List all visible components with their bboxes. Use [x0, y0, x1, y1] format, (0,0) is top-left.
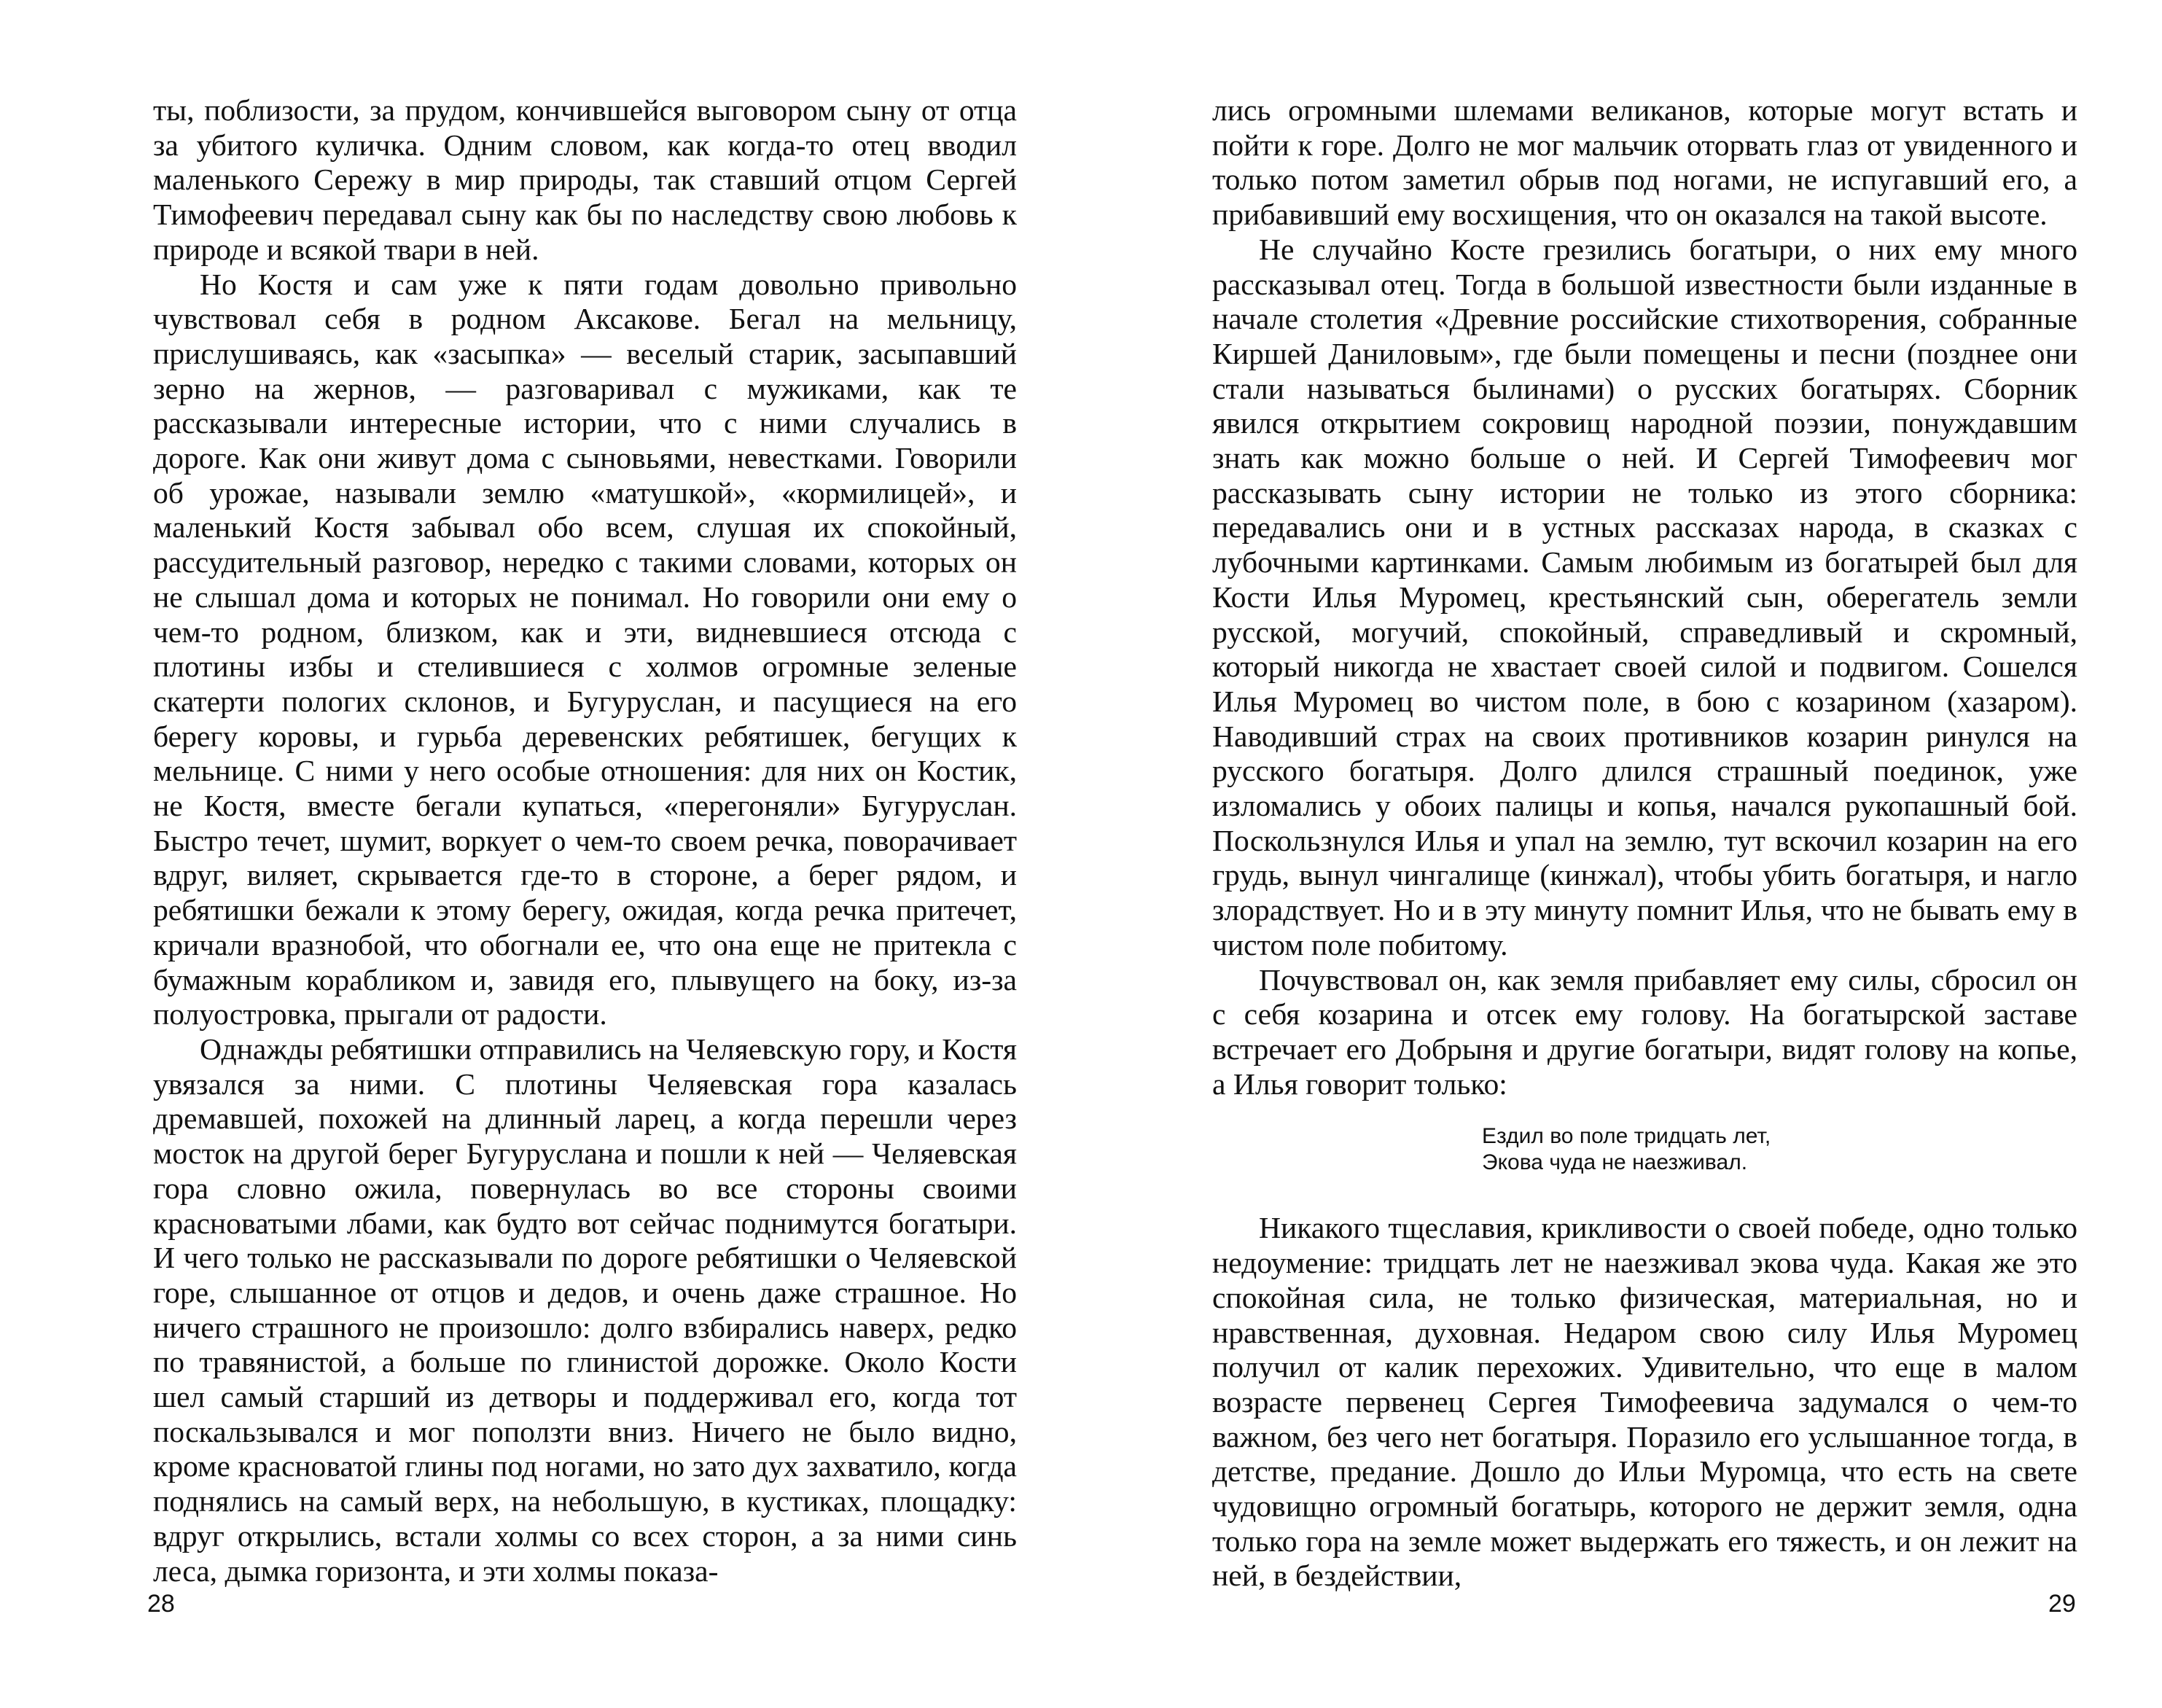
paragraph: Никакого тщеславия, крикливости о своей победе, одно только недоумение: тридцать лет не наезживал экова чуда. Какая же это спокойная сила, не только физическая, материальная, но и нравственная, духовная. Недаром свою силу Илья Муромец получил от калик перехожих. Удивительно, что еще в малом возрасте первенец Сергея Тимофеевича задумался о чем-то важном, без чего нет богатыря. Поразило его услышанное тогда, в детстве, предание. Дошло до Ильи Муромца, что есть на свете чудовищно огромный богатырь, которого не держит земля, одна только гора на земле может выдержать его тяжесть, и он лежит на ней, в бездействии,: [1212, 1211, 2077, 1593]
paragraph: Однажды ребятишки отправились на Челяевскую гору, и Костя увязался за ними. С плотины Челяевская гора казалась дремавшей, похожей на длинный ларец, а когда перешли через мосток на другой берег Бугуруслана и пошли к ней — Челяевская гора словно ожила, повернулась во все стороны своими красноватыми лбами, как будто вот сейчас поднимутся богатыри. И чего только не рассказывали по дороге ребятишки о Челяевской горе, слышанное от отцов и дедов, и очень даже страшное. Но ничего страшного не произошло: долго взбирались наверх, редко по травянистой, а больше по глинистой дорожке. Около Кости шел самый старший из детворы и поддерживал его, когда тот поскальзывался и мог поползти вниз. Ничего не было видно, кроме красноватой глины под ногами, но зато дух захватило, когда поднялись на самый верх, на небольшую, в кустиках, площадку: вдруг открылись, встали холмы со всех сторон, а за ними синь леса, дымка горизонта, и эти холмы показа-: [153, 1032, 1017, 1588]
paragraph: ты, поблизости, за прудом, кончившейся выговором сыну от отца за убитого куличка. Одним словом, как когда-то отец вводил маленького Сережу в мир природы, так ставший отцом Сергей Тимофеевич передавал сыну как бы по наследству свою любовь к природе и всякой твари в ней.: [153, 93, 1017, 266]
paragraph: Почувствовал он, как земля прибавляет ему силы, сбросил он с себя козарина и отсек ему голову. На богатырской заставе встречает его Добрыня и другие богатыри, видят голову на копье, а Илья говорит только:: [1212, 962, 2077, 1101]
left-page-text: [153, 93, 1017, 1588]
verse-line: Экова чуда не наезживал.: [1482, 1150, 1748, 1175]
right-page-text: [1212, 93, 2077, 1594]
page-number: 28: [147, 1590, 175, 1618]
right-page: [1081, 0, 2162, 1708]
paragraph: Но Костя и сам уже к пяти годам довольно привольно чувствовал себя в родном Аксакове. Бегал на мельницу, прислушиваясь, как «засыпка» — веселый старик, засыпавший зерно на жернов, — разговаривал с мужиками, как те рассказывали интересные истории, что с ними случались в дороге. Как они живут дома с сыновьями, невестками. Говорили об урожае, называли землю «матушкой», «кормилицей», и маленький Костя забывал обо всем, слушая их спокойный, рассудительный разговор, нередко с такими словами, которых он не слышал дома и которых не понимал. Но говорили они ему о чем-то родном, близком, как и эти, видневшиеся отсюда с плотины избы и стелившиеся с холмов огромные зеленые скатерти пологих склонов, и Бугуруслан, и пасущиеся на его берегу коровы, и гурьба деревенских ребятишек, бегущих к мельнице. С ними у него особые отношения: для них он Костик, не Костя, вместе бегали купаться, «перегоняли» Бугуруслан. Быстро течет, шумит, воркует о чем-то своем речка, поворачивает вдруг, виляет, скрывается где-то в стороне, а берег рядом, и ребятишки бежали к этому берегу, ожидая, когда речка притечет, кричали вразнобой, что обогнали ее, что она еще не притекла с бумажным корабликом и, завидя его, плывущего на боку, из-за полуостровка, прыгали от радости.: [153, 267, 1017, 1032]
verse-line: Ездил во поле тридцать лет,: [1482, 1124, 1771, 1149]
page-number: 29: [2048, 1590, 2076, 1618]
paragraph: лись огромными шлемами великанов, которые могут встать и пойти к горе. Долго не мог мальчик оторвать глаз от увиденного и только потом заметил обрыв под ногами, не испугавший его, а прибавивший ему восхищения, что он оказался на такой высоте.: [1212, 93, 2077, 232]
verse-quote: [1212, 1123, 2077, 1176]
paragraph: Не случайно Косте грезились богатыри, о них ему много рассказывал отец. Тогда в большой известности были изданные в начале столетия «Древние российские стихотворения, собранные Киршей Даниловым», где были помещены и песни (позднее они стали называться былинами) о русских богатырях. Сборник явился открытием сокровищ народной поэзии, понуждавшим знать как можно больше о ней. И Сергей Тимофеевич мог рассказывать сыну истории не только из этого сборника: передавались они и в устных рассказах народа, в сказках с лубочными картинками. Самым любимым из богатырей был для Кости Илья Муромец, крестьянский сын, оберегатель земли русской, могучий, спокойный, справедливый и скромный, который никогда не хвастает своей силой и подвигом. Сошелся Илья Муромец во чистом поле, в бою с козарином (хазаром). Наводивший страх на своих противников козарин ринулся на русского богатыря. Долго длился страшный поединок, уже изломались у обоих палицы и копья, начался рукопашный бой. Поскользнулся Илья и упал на землю, тут вскочил козарин на его грудь, вынул чингалище (кинжал), чтобы убить богатыря, и нагло злорадствует. Но и в эту минуту помнит Илья, что не бывать ему в чистом поле побитому.: [1212, 232, 2077, 962]
